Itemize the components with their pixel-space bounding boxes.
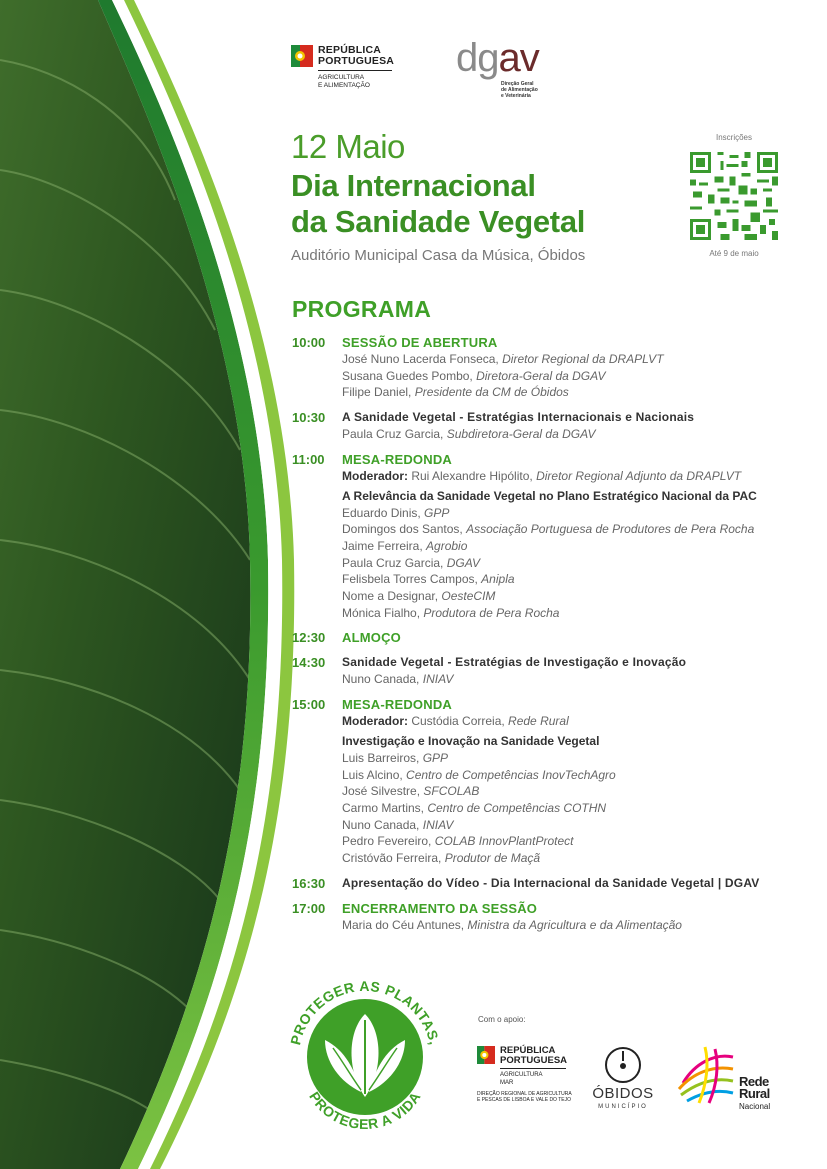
speaker-line: Paula Cruz Garcia, DGAV xyxy=(342,555,481,570)
obidos-municipio-logo xyxy=(587,1045,659,1117)
speaker-line: Eduardo Dinis, GPP xyxy=(342,505,450,520)
program-slot xyxy=(292,654,812,688)
speaker-line: José Nuno Lacerda Fonseca, Diretor Regional da DRAPLVT xyxy=(342,352,664,366)
slot-time: 16:30 xyxy=(292,875,326,891)
speaker-line: Nuno Canada, INIAV xyxy=(342,817,454,832)
speaker-line: Cristóvão Ferreira, Produtor de Maçã xyxy=(342,851,541,866)
republica-portuguesa-logo xyxy=(291,42,411,98)
logo-line1: REPÚBLICA xyxy=(318,44,382,56)
speaker-line: Nome a Designar, OesteCIM xyxy=(342,589,496,604)
logo-ministry1: AGRICULTURA xyxy=(318,74,365,81)
program-list xyxy=(292,334,812,941)
slot-heading: Sanidade Vegetal - Estratégias de Investigação e Inovação xyxy=(342,655,687,670)
dgav-sub1: Direção Geral xyxy=(501,81,534,87)
slot-heading: MESA-REDONDA xyxy=(342,451,453,467)
speaker-line: Luis Barreiros, GPP xyxy=(342,750,449,765)
logo-rule xyxy=(500,1068,566,1069)
qr-deadline-note: Até 9 de maio xyxy=(709,249,759,258)
slot-heading: SESSÃO DE ABERTURA xyxy=(342,335,498,350)
moderator-line: Moderador: Rui Alexandre Hipólito, Diretor Regional Adjunto da DRAPLVT xyxy=(342,468,742,483)
speaker-line: Carmo Martins, Centro de Competências COTHN xyxy=(342,800,607,815)
speaker-line: Domingos dos Santos, Associação Portuguesa de Produtores de Pera Rocha xyxy=(342,522,755,537)
speaker-line: Susana Guedes Pombo, Diretora-Geral da DGAV xyxy=(342,368,606,383)
slot-time: 15:00 xyxy=(292,697,326,713)
slot-time: 14:30 xyxy=(292,655,326,671)
qr-label: Inscrições xyxy=(715,133,752,142)
republica-portuguesa-mar-logo: REPÚBLICA PORTUGUESA AGRICULTURA MAR DIREÇÃO REGIONAL DE AGRICULTURA E PESCAS DE LISBOA E VALE DO TEJO xyxy=(477,1045,572,1103)
slot-heading: Apresentação do Vídeo - Dia Internacional da Sanidade Vegetal | DGAV xyxy=(342,875,760,890)
roundtable-topic: Investigação e Inovação na Sanidade Vegetal xyxy=(342,733,600,748)
event-venue: Auditório Municipal Casa da Música, Óbidos xyxy=(291,247,586,264)
slot-heading: MESA-REDONDA xyxy=(342,697,453,713)
slot-heading: ENCERRAMENTO DA SESSÃO xyxy=(342,900,538,916)
logo-ministry2: E ALIMENTAÇÃO xyxy=(318,82,370,89)
obidos-municipio: MUNICÍPIO xyxy=(598,1104,648,1110)
program-slot xyxy=(292,696,812,867)
rede-rural-swirl-icon xyxy=(675,1043,739,1107)
rede-rural-nacional-logo xyxy=(675,1043,785,1115)
registration-qr-code[interactable] xyxy=(690,152,778,240)
event-title xyxy=(291,168,631,240)
rede-line2: Rural xyxy=(739,1086,770,1101)
dgav-sub3: e Veterinária xyxy=(501,93,531,99)
roundtable-topic: A Relevância da Sanidade Vegetal no Plano Estratégico Nacional da PAC xyxy=(342,488,757,503)
badge-top-text: PROTEGER AS PLANTAS, xyxy=(287,977,443,1047)
badge-bottom-text: PROTEGER A VIDA xyxy=(306,1088,424,1133)
speaker-line: Pedro Fevereiro, COLAB InnovPlantProtect xyxy=(342,834,574,849)
title-line1: Dia Internacional xyxy=(291,168,536,203)
program-slot xyxy=(292,900,812,934)
speaker-line: Mónica Fialho, Produtora de Pera Rocha xyxy=(342,605,560,620)
speaker-line: Paula Cruz Garcia, Subdiretora-Geral da DGAV xyxy=(342,427,596,442)
rede-line1: Rede xyxy=(739,1074,769,1089)
slot-time: 10:30 xyxy=(292,410,326,426)
dgav-av: av xyxy=(498,36,539,80)
support-label: Com o apoio: xyxy=(478,1015,526,1024)
program-slot xyxy=(292,629,812,646)
speaker-line: Luis Alcino, Centro de Competências InovTechAgro xyxy=(342,767,616,782)
program-slot xyxy=(292,409,812,443)
dgav-logo xyxy=(456,38,556,98)
slot-time: 12:30 xyxy=(292,630,326,646)
title-line2: da Sanidade Vegetal xyxy=(291,204,586,239)
speaker-line: Felisbela Torres Campos, Anipla xyxy=(342,572,515,587)
program-slot xyxy=(292,334,812,401)
obidos-name: ÓBIDOS xyxy=(592,1085,654,1102)
speaker-line: Nuno Canada, INIAV xyxy=(342,672,454,687)
slot-heading: ALMOÇO xyxy=(342,630,401,646)
portugal-emblem-icon xyxy=(477,1046,495,1064)
slot-time: 17:00 xyxy=(292,900,326,916)
proteger-plantas-badge xyxy=(285,962,445,1142)
logo-rule xyxy=(318,70,392,71)
speaker-line: José Silvestre, SFCOLAB xyxy=(342,784,480,799)
moderator-line: Moderador: Custódia Correia, Rede Rural xyxy=(342,714,569,729)
slot-time: 11:00 xyxy=(292,451,325,467)
obidos-emblem-icon xyxy=(603,1045,643,1085)
program-slot xyxy=(292,875,812,892)
dgav-sub2: de Alimentação xyxy=(501,87,538,93)
speaker-line: Maria do Céu Antunes, Ministra da Agricultura e da Alimentação xyxy=(342,917,682,932)
speaker-line: Filipe Daniel, Presidente da CM de Óbidos xyxy=(342,385,569,400)
slot-time: 10:00 xyxy=(292,335,326,350)
event-date: 12 Maio xyxy=(291,128,405,165)
slot-heading: A Sanidade Vegetal - Estratégias Internacionais e Nacionais xyxy=(342,410,695,425)
program-slot xyxy=(292,451,812,622)
rede-line3: Nacional xyxy=(739,1102,771,1111)
speaker-line: Jaime Ferreira, Agrobio xyxy=(342,538,468,553)
dgav-dg: dg xyxy=(456,36,499,80)
programa-heading: PROGRAMA xyxy=(292,296,432,322)
logo-line2: PORTUGUESA xyxy=(318,55,395,67)
portugal-emblem-icon xyxy=(291,45,313,67)
